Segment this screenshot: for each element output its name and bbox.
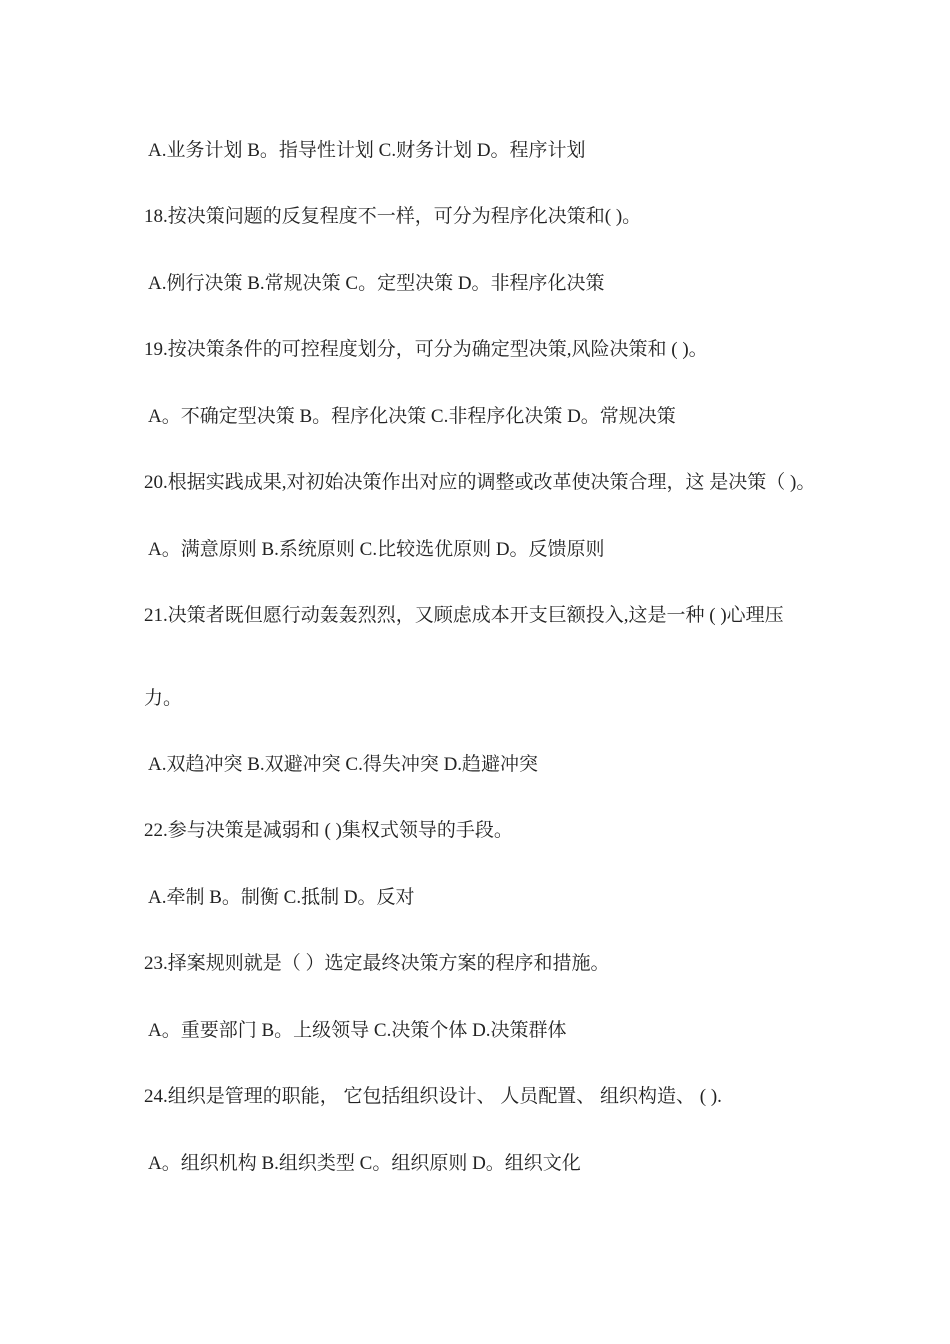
question-21-continuation: 力。 <box>144 688 183 709</box>
question-18: 18.按决策问题的反复程度不一样，可分为程序化决策和( )。 <box>144 206 642 227</box>
options-line-17: A.业务计划 B。指导性计划 C.财务计划 D。程序计划 <box>148 140 586 161</box>
question-23: 23.择案规则就是（ ）选定最终决策方案的程序和措施。 <box>144 953 610 974</box>
question-20: 20.根据实践成果,对初始决策作出对应的调整或改革使决策合理，这 是决策（ )。 <box>144 472 816 493</box>
question-19: 19.按决策条件的可控程度划分，可分为确定型决策,风险决策和 ( )。 <box>144 339 708 360</box>
question-24: 24.组织是管理的职能， 它包括组织设计、 人员配置、 组织构造、 ( ). <box>144 1086 722 1107</box>
options-line-19: A。不确定型决策 B。程序化决策 C.非程序化决策 D。常规决策 <box>148 406 676 427</box>
options-line-23: A。重要部门 B。上级领导 C.决策个体 D.决策群体 <box>148 1020 567 1041</box>
options-line-22: A.牵制 B。制衡 C.抵制 D。反对 <box>148 887 415 908</box>
options-line-20: A。满意原则 B.系统原则 C.比较选优原则 D。反馈原则 <box>148 539 605 560</box>
question-22: 22.参与决策是减弱和 ( )集权式领导的手段。 <box>144 820 513 841</box>
options-line-24: A。组织机构 B.组织类型 C。组织原则 D。组织文化 <box>148 1153 581 1174</box>
options-line-21: A.双趋冲突 B.双避冲突 C.得失冲突 D.趋避冲突 <box>148 754 539 775</box>
question-21: 21.决策者既但愿行动轰轰烈烈，又顾虑成本开支巨额投入,这是一种 ( )心理压 <box>144 605 784 626</box>
options-line-18: A.例行决策 B.常规决策 C。定型决策 D。非程序化决策 <box>148 273 605 294</box>
